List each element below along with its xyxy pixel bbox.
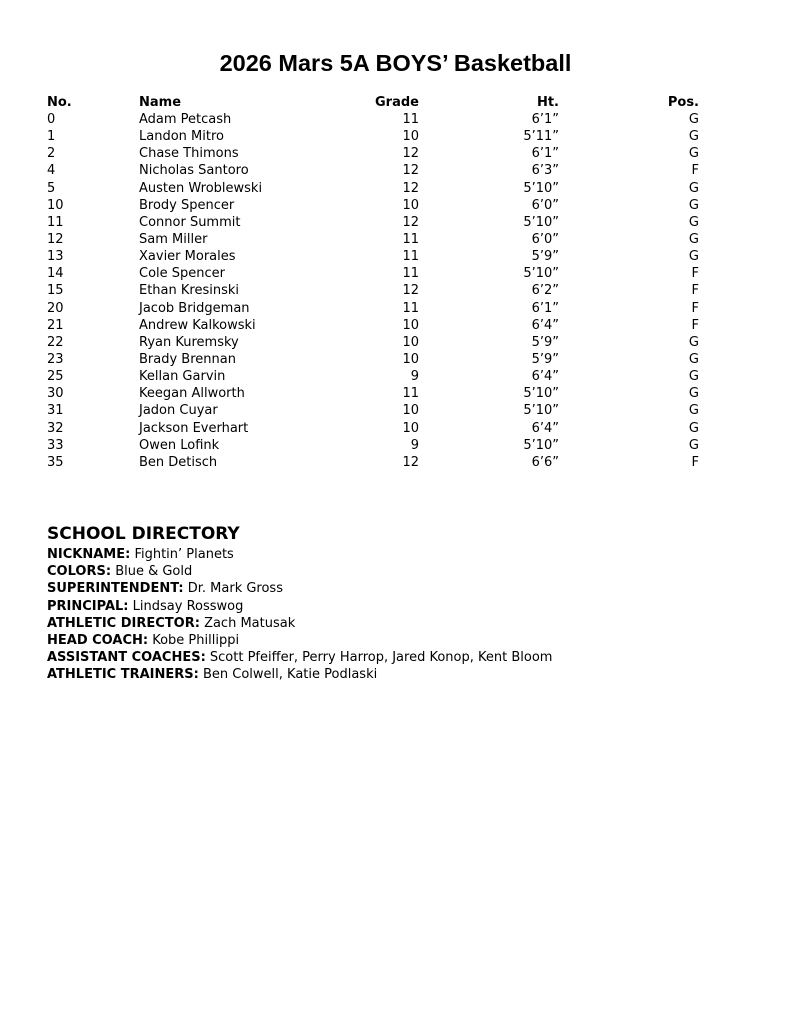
directory-value: Zach Matusak <box>204 615 296 631</box>
player-number: 0 <box>47 112 56 127</box>
player-name: Jackson Everhart <box>139 420 249 436</box>
player-name: Brody Spencer <box>139 197 235 213</box>
player-grade: 11 <box>402 231 419 247</box>
player-height: 5’10” <box>523 437 559 453</box>
table-row <box>47 454 699 471</box>
table-row <box>47 420 699 437</box>
player-name: Ethan Kresinski <box>139 283 240 299</box>
player-grade: 11 <box>402 300 419 316</box>
player-height: 6’0” <box>531 197 559 213</box>
player-name: Brady Brennan <box>139 351 236 367</box>
player-number: 13 <box>47 249 64 265</box>
directory-label: COLORS: <box>47 564 112 580</box>
table-row <box>47 231 699 248</box>
player-position: G <box>688 403 699 419</box>
player-name: Ryan Kuremsky <box>139 334 239 350</box>
player-number: 35 <box>47 454 64 470</box>
player-position: G <box>688 112 699 127</box>
directory-value: Scott Pfeiffer, Perry Harrop, Jared Konop, Kent Bloom <box>209 650 553 666</box>
player-grade: 12 <box>402 454 419 470</box>
directory-label: PRINCIPAL: <box>47 598 129 614</box>
player-name: Connor Summit <box>139 214 241 230</box>
directory-value: Kobe Phillippi <box>152 632 240 648</box>
player-name: Andrew Kalkowski <box>139 317 256 333</box>
player-position: G <box>688 386 699 402</box>
player-height: 6’1” <box>531 300 559 316</box>
player-grade: 11 <box>402 112 419 127</box>
player-number: 20 <box>47 300 64 316</box>
player-number: 31 <box>47 403 64 419</box>
player-grade: 11 <box>402 266 419 282</box>
directory-value: Fightin’ Planets <box>134 547 234 562</box>
player-grade: 10 <box>402 129 419 145</box>
directory-heading: SCHOOL DIRECTORY <box>47 524 240 544</box>
player-number: 10 <box>47 197 64 213</box>
player-position: G <box>688 180 699 196</box>
directory-entry <box>47 615 747 632</box>
player-position: G <box>688 214 699 230</box>
player-position: G <box>688 437 699 453</box>
directory-label: NICKNAME: <box>47 547 131 562</box>
directory-entry <box>47 666 747 683</box>
directory-label: ATHLETIC DIRECTOR: <box>47 615 200 631</box>
directory-entry <box>47 580 747 597</box>
directory-label: ASSISTANT COACHES: <box>47 650 206 666</box>
directory-entry <box>47 632 747 649</box>
player-position: F <box>691 317 699 333</box>
roster-body <box>47 111 699 471</box>
player-number: 21 <box>47 317 64 333</box>
player-grade: 12 <box>402 283 419 299</box>
player-height: 6’2” <box>531 283 559 299</box>
player-grade: 10 <box>402 351 419 367</box>
player-height: 5’10” <box>523 214 559 230</box>
player-number: 5 <box>47 180 56 196</box>
player-name: Kellan Garvin <box>139 369 226 385</box>
directory-entry <box>47 546 747 563</box>
player-number: 22 <box>47 334 64 350</box>
player-name: Keegan Allworth <box>139 386 245 402</box>
player-position: F <box>691 454 699 470</box>
player-grade: 11 <box>402 386 419 402</box>
directory-list <box>47 546 747 684</box>
player-grade: 12 <box>402 180 419 196</box>
player-name: Landon Mitro <box>139 129 224 145</box>
table-row <box>47 197 699 214</box>
player-position: F <box>691 266 699 282</box>
player-position: G <box>688 351 699 367</box>
table-row <box>47 162 699 179</box>
table-row <box>47 334 699 351</box>
table-row <box>47 214 699 231</box>
player-height: 6’0” <box>531 231 559 247</box>
player-height: 5’9” <box>531 249 559 265</box>
player-height: 6’4” <box>531 369 559 385</box>
player-height: 5’10” <box>523 403 559 419</box>
player-position: G <box>688 129 699 145</box>
player-height: 6’1” <box>531 146 559 162</box>
player-name: Adam Petcash <box>139 112 232 127</box>
directory-entry <box>47 598 747 615</box>
player-height: 5’11” <box>523 129 559 145</box>
player-grade: 12 <box>402 163 419 179</box>
player-name: Sam Miller <box>139 231 208 247</box>
player-grade: 12 <box>402 146 419 162</box>
directory-value: Lindsay Rosswog <box>132 598 244 614</box>
player-height: 6’4” <box>531 317 559 333</box>
directory-label: ATHLETIC TRAINERS: <box>47 667 199 683</box>
table-row <box>47 385 699 402</box>
player-height: 5’9” <box>531 334 559 350</box>
player-number: 14 <box>47 266 64 282</box>
table-row <box>47 145 699 162</box>
directory-value: Blue & Gold <box>115 564 193 580</box>
player-height: 6’4” <box>531 420 559 436</box>
header-height: Ht. <box>536 95 559 110</box>
player-number: 25 <box>47 369 64 385</box>
player-height: 6’3” <box>531 163 559 179</box>
directory-entry <box>47 649 747 666</box>
player-height: 6’6” <box>531 454 559 470</box>
player-number: 12 <box>47 231 64 247</box>
table-row <box>47 317 699 334</box>
header-grade: Grade <box>375 95 419 110</box>
player-name: Austen Wroblewski <box>139 180 263 196</box>
table-row <box>47 300 699 317</box>
player-number: 4 <box>47 163 56 179</box>
player-number: 11 <box>47 214 64 230</box>
player-grade: 10 <box>402 403 419 419</box>
player-height: 5’10” <box>523 266 559 282</box>
player-number: 32 <box>47 420 64 436</box>
player-number: 33 <box>47 437 64 453</box>
player-height: 6’1” <box>531 112 559 127</box>
player-grade: 10 <box>402 420 419 436</box>
player-name: Owen Lofink <box>139 437 220 453</box>
header-position: Pos. <box>667 95 699 110</box>
player-name: Xavier Morales <box>139 249 236 265</box>
table-row <box>47 265 699 282</box>
table-row <box>47 368 699 385</box>
player-name: Cole Spencer <box>139 266 226 282</box>
player-grade: 12 <box>402 214 419 230</box>
table-row <box>47 402 699 419</box>
player-number: 30 <box>47 386 64 402</box>
player-name: Ben Detisch <box>139 454 218 470</box>
player-name: Nicholas Santoro <box>139 163 249 179</box>
page-title: 2026 Mars 5A BOYS’ Basketball <box>219 50 572 76</box>
player-position: G <box>688 420 699 436</box>
directory-label: SUPERINTENDENT: <box>47 581 184 597</box>
table-row <box>47 437 699 454</box>
player-number: 1 <box>47 129 56 145</box>
player-position: G <box>688 197 699 213</box>
player-number: 23 <box>47 351 64 367</box>
player-height: 5’9” <box>531 351 559 367</box>
table-row <box>47 128 699 145</box>
player-number: 15 <box>47 283 64 299</box>
player-position: F <box>691 283 699 299</box>
directory-entry <box>47 563 747 580</box>
player-position: F <box>691 300 699 316</box>
player-position: G <box>688 369 699 385</box>
player-grade: 10 <box>402 317 419 333</box>
player-position: F <box>691 163 699 179</box>
header-name: Name <box>139 95 182 110</box>
table-row <box>47 282 699 299</box>
player-grade: 9 <box>410 369 419 385</box>
player-position: G <box>688 249 699 265</box>
directory-value: Ben Colwell, Katie Podlaski <box>202 667 378 683</box>
player-name: Jadon Cuyar <box>139 403 218 419</box>
directory-value: Dr. Mark Gross <box>187 581 283 597</box>
player-grade: 11 <box>402 249 419 265</box>
player-position: G <box>688 146 699 162</box>
player-height: 5’10” <box>523 386 559 402</box>
player-height: 5’10” <box>523 180 559 196</box>
roster-header-row <box>47 94 699 111</box>
player-name: Jacob Bridgeman <box>139 300 250 316</box>
player-grade: 9 <box>410 437 419 453</box>
header-no: No. <box>47 95 72 110</box>
table-row <box>47 351 699 368</box>
directory-label: HEAD COACH: <box>47 632 149 648</box>
table-row <box>47 248 699 265</box>
player-name: Chase Thimons <box>139 146 239 162</box>
player-grade: 10 <box>402 334 419 350</box>
school-directory <box>47 524 747 684</box>
table-row <box>47 111 699 128</box>
player-grade: 10 <box>402 197 419 213</box>
player-number: 2 <box>47 146 56 162</box>
table-row <box>47 180 699 197</box>
roster-table <box>47 94 699 471</box>
player-position: G <box>688 231 699 247</box>
player-position: G <box>688 334 699 350</box>
